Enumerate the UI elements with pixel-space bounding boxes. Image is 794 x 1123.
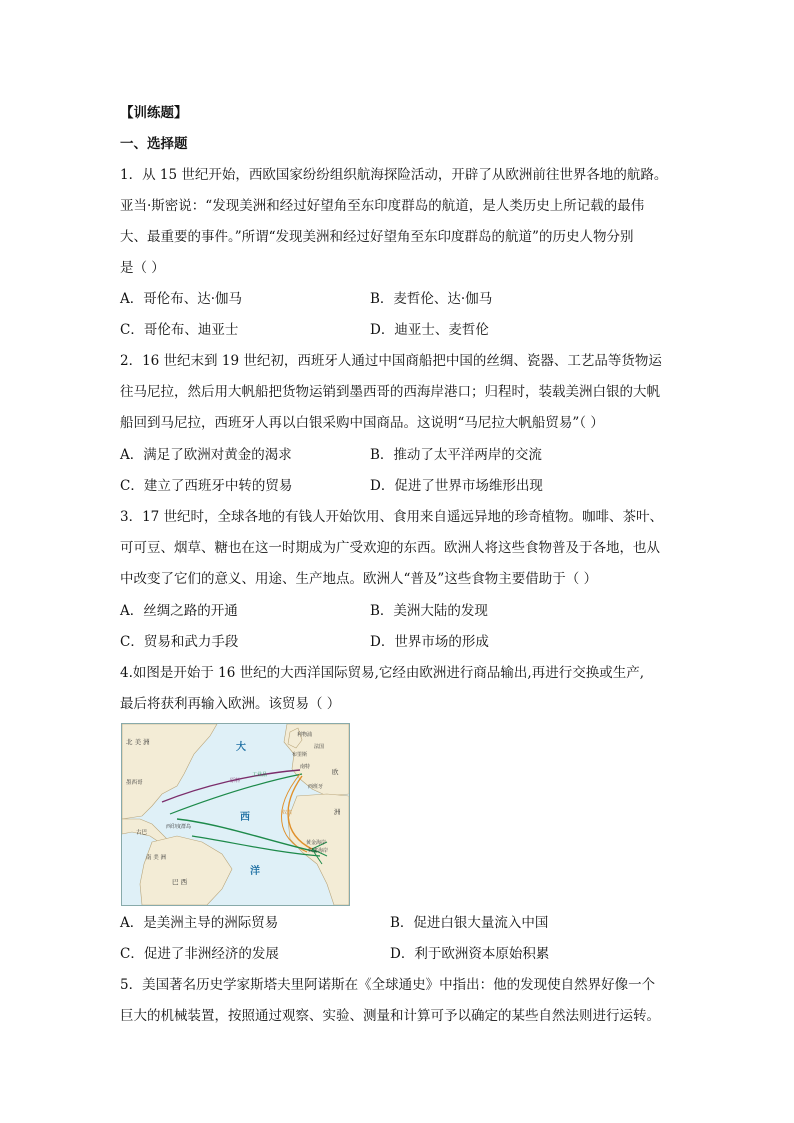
q5-stem-line: 5．美国著名历史学家斯塔夫里阿诺斯在《全球通史》中指出：他的发现使自然界好像一个 — [120, 977, 656, 993]
q3-option-d: D．世界市场的形成 — [370, 634, 489, 650]
map-label-europe: 欧 — [332, 768, 339, 776]
map-label-slave-coast: 奴隶海岸 — [308, 848, 329, 854]
q4-option-d: D．利于欧洲资本原始积累 — [390, 946, 550, 962]
section-title: 【训练题】 — [120, 105, 188, 121]
map-label-south-america: 南 美 洲 — [146, 855, 166, 861]
part-title: 一、选择题 — [120, 136, 188, 152]
q4-option-c: C．促进了非洲经济的发展 — [120, 946, 279, 962]
map-label-cuba: 古巴 — [136, 830, 148, 836]
atlantic-trade-map — [121, 723, 350, 906]
map-route-label: 工业品 — [252, 772, 268, 778]
q3-option-c: C．贸易和武力手段 — [120, 634, 239, 650]
map-label-gold-coast: 黄金海岸 — [306, 840, 327, 846]
q2-option-a: A．满足了欧洲对黄金的渴求 — [120, 447, 292, 463]
q4-stem-line: 4.如图是开始于 16 世纪的大西洋国际贸易,它经由欧洲进行商品输出,再进行交换或生产, — [120, 665, 645, 681]
map-label-caribbean: 西印度群岛 — [166, 824, 192, 830]
q4-stem-line: 最后将获利再输入欧洲。该贸易（ ） — [120, 696, 341, 712]
ocean-char: 洋 — [250, 866, 260, 877]
q3-stem-line: 3．17 世纪时，全球各地的有钱人开始饮用、食用来自遥远异地的珍奇植物。咖啡、茶叶、 — [120, 509, 664, 525]
q2-stem-line: 2．16 世纪末到 19 世纪初，西班牙人通过中国商船把中国的丝绸、瓷器、工艺品等货物运 — [120, 353, 662, 369]
q3-stem-line: 中改变了它们的意义、用途、生产地点。欧洲人“普及”这些食物主要借助于（ ） — [120, 571, 598, 587]
q3-stem-line: 可可豆、烟草、糖也在这一时期成为广受欢迎的东西。欧洲人将这些食物普及于各地，也从 — [120, 540, 660, 556]
q2-stem-line: 往马尼拉，然后用大帆船把货物运销到墨西哥的西海岸港口；归程时，装载美洲白银的大帆 — [120, 384, 660, 400]
q1-stem-line: 大、最重要的事件。”所谓“发现美洲和经过好望角至东印度群岛的航道”的历史人物分别 — [120, 229, 634, 245]
q1-option-a: A．哥伦布、达·伽马 — [120, 291, 243, 307]
map-label-north-america: 北 美 洲 — [126, 738, 150, 746]
q2-option-c: C．建立了西班牙中转的贸易 — [120, 478, 293, 494]
map-label-mexico: 墨西哥 — [126, 780, 143, 786]
map-route-label: 奴隶 — [282, 810, 293, 816]
q3-option-a: A．丝绸之路的开通 — [120, 603, 238, 619]
q1-option-d: D．迪亚士、麦哲伦 — [370, 322, 489, 338]
q1-stem-line: 是（ ） — [120, 260, 165, 276]
map-label-bristol: 布里斯 — [292, 752, 308, 758]
map-label-brazil: 巴 西 — [172, 878, 188, 886]
map-label-france: 法国 — [314, 744, 325, 750]
q1-stem-line: 1．从 15 世纪开始，西欧国家纷纷组织航海探险活动，开辟了从欧洲前往世界各地的航路。 — [120, 167, 668, 183]
q1-option-b: B．麦哲伦、达·伽马 — [370, 291, 493, 307]
map-svg — [122, 724, 349, 905]
ocean-char: 大 — [236, 742, 246, 753]
q2-option-d: D．促进了世界市场维形出现 — [370, 478, 543, 494]
map-route-label: 原料 — [230, 778, 241, 784]
ocean-char: 西 — [240, 812, 250, 823]
q2-option-b: B．推动了太平洋两岸的交流 — [370, 447, 542, 463]
q3-option-b: B．美洲大陆的发现 — [370, 603, 488, 619]
q5-stem-line: 巨大的机械装置，按照通过观察、实验、测量和计算可予以确定的某些自然法则进行运转。 — [120, 1008, 660, 1024]
q4-option-b: B．促进白银大量流入中国 — [390, 915, 549, 931]
map-label-liverpool: 利物浦 — [297, 732, 313, 738]
q2-stem-line: 船回到马尼拉，西班牙人再以白银采购中国商品。这说明“马尼拉大帆船贸易”（ ） — [120, 415, 604, 431]
q1-stem-line: 亚当·斯密说：“发现美洲和经过好望角至东印度群岛的航道，是人类历史上所记载的最伟 — [120, 198, 645, 214]
map-label-nantes: 南特 — [300, 764, 311, 770]
map-label-spain: 西班牙 — [308, 784, 324, 790]
q4-option-a: A．是美洲主导的洲际贸易 — [120, 915, 279, 931]
q1-option-c: C．哥伦布、迪亚士 — [120, 322, 239, 338]
map-label-africa: 洲 — [334, 808, 341, 816]
